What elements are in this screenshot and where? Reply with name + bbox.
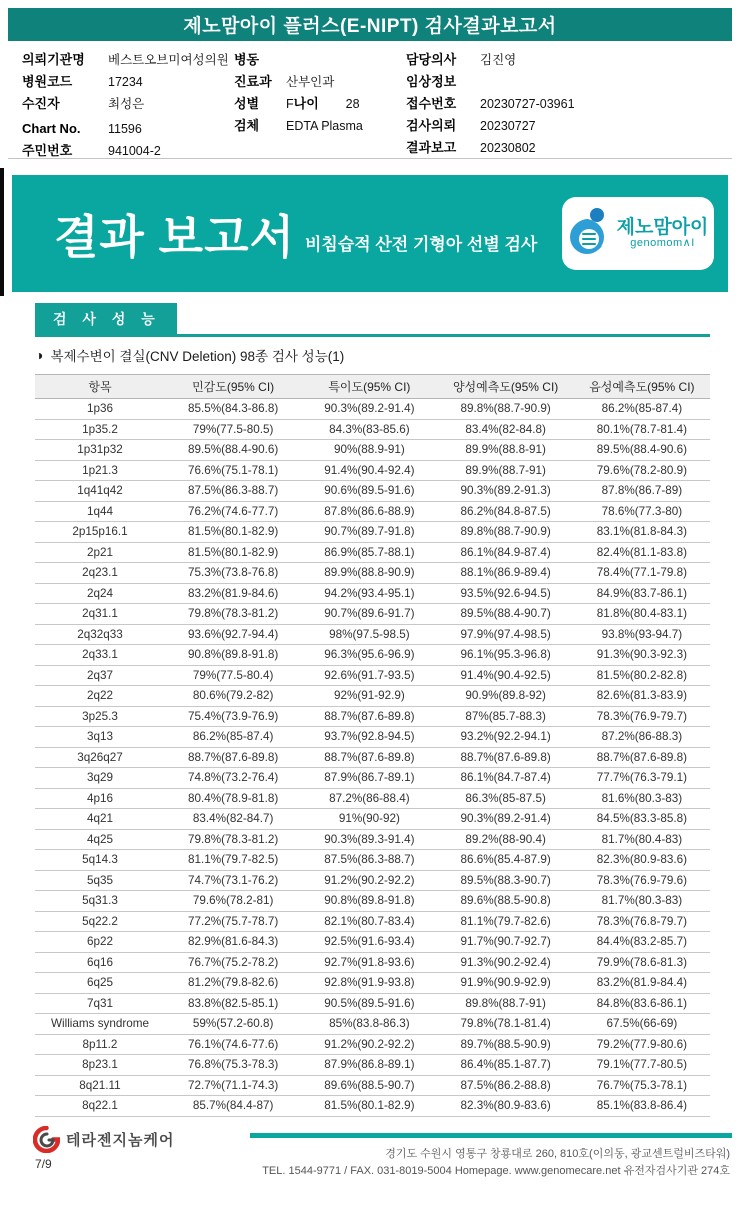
item-cell: 2p15p16.1 bbox=[35, 522, 165, 543]
value-cell: 81.2%(79.8-82.6) bbox=[165, 973, 301, 994]
field-label: 병원코드 bbox=[22, 74, 73, 89]
value-cell: 92%(91-92.9) bbox=[301, 686, 437, 707]
item-cell: 2q37 bbox=[35, 665, 165, 686]
item-cell: 4q25 bbox=[35, 829, 165, 850]
column-header: 양성예측도(95% CI) bbox=[438, 375, 574, 399]
value-cell: 81.1%(79.7-82.5) bbox=[165, 850, 301, 871]
footer-contact: TEL. 1544-9771 / FAX. 031-8019-5004 Homepage. www.genomecare.net 유전자검사기관 274호 bbox=[262, 1165, 730, 1177]
value-cell: 86.2%(84.8-87.5) bbox=[438, 501, 574, 522]
value-cell: 93.8%(93-94.7) bbox=[574, 624, 710, 645]
field-label: 의뢰기관명 bbox=[22, 52, 85, 67]
value-cell: 82.9%(81.6-84.3) bbox=[165, 932, 301, 953]
field-value: 20230802 bbox=[480, 141, 536, 155]
section-header-rule bbox=[35, 303, 710, 337]
value-cell: 76.7%(75.2-78.2) bbox=[165, 952, 301, 973]
value-cell: 87.5%(86.3-88.7) bbox=[301, 850, 437, 871]
value-cell: 85%(83.8-86.3) bbox=[301, 1014, 437, 1035]
value-cell: 79.8%(78.3-81.2) bbox=[165, 604, 301, 625]
value-cell: 83.8%(82.5-85.1) bbox=[165, 993, 301, 1014]
value-cell: 83.2%(81.9-84.4) bbox=[574, 973, 710, 994]
table-row bbox=[35, 952, 710, 973]
value-cell: 92.7%(91.8-93.6) bbox=[301, 952, 437, 973]
value-cell: 90.8%(89.8-91.8) bbox=[301, 891, 437, 912]
value-cell: 76.1%(74.6-77.6) bbox=[165, 1034, 301, 1055]
report-title-bar bbox=[8, 8, 732, 41]
value-cell: 89.8%(88.7-91) bbox=[438, 993, 574, 1014]
item-cell: 8q21.11 bbox=[35, 1075, 165, 1096]
item-cell: 1p31p32 bbox=[35, 440, 165, 461]
result-banner bbox=[12, 175, 728, 292]
field-value: 산부인과 bbox=[286, 75, 335, 89]
value-cell: 96.1%(95.3-96.8) bbox=[438, 645, 574, 666]
info-row bbox=[234, 71, 406, 93]
value-cell: 83.2%(81.9-84.6) bbox=[165, 583, 301, 604]
value-cell: 82.6%(81.3-83.9) bbox=[574, 686, 710, 707]
patient-info-col-right bbox=[406, 49, 728, 158]
footer-company-name: 테라젠지놈케어 bbox=[66, 1132, 175, 1149]
value-cell: 89.8%(88.7-90.9) bbox=[438, 522, 574, 543]
value-cell: 79.6%(78.2-80.9) bbox=[574, 460, 710, 481]
footer-address: 경기도 수원시 영통구 창룡대로 260, 810호(이의동, 광교센트럴비즈타워) bbox=[385, 1148, 730, 1160]
value-cell: 81.5%(80.1-82.9) bbox=[165, 542, 301, 563]
value-cell: 79.2%(77.9-80.6) bbox=[574, 1034, 710, 1055]
table-row bbox=[35, 1075, 710, 1096]
item-cell: 8p23.1 bbox=[35, 1055, 165, 1076]
patient-info-box bbox=[8, 41, 732, 159]
table-row bbox=[35, 440, 710, 461]
footer-address-block bbox=[262, 1146, 730, 1180]
table-row bbox=[35, 522, 710, 543]
value-cell: 88.7%(87.6-89.8) bbox=[438, 747, 574, 768]
value-cell: 98%(97.5-98.5) bbox=[301, 624, 437, 645]
value-cell: 81.5%(80.1-82.9) bbox=[301, 1096, 437, 1117]
table-row bbox=[35, 665, 710, 686]
value-cell: 86.2%(85-87.4) bbox=[165, 727, 301, 748]
value-cell: 91.4%(90.4-92.4) bbox=[301, 460, 437, 481]
theragen-logo bbox=[33, 1126, 174, 1153]
info-row bbox=[406, 71, 728, 93]
value-cell: 87.2%(86-88.3) bbox=[574, 727, 710, 748]
value-cell: 91.3%(90.2-92.4) bbox=[438, 952, 574, 973]
value-cell: 87.9%(86.8-89.1) bbox=[301, 1055, 437, 1076]
table-row bbox=[35, 419, 710, 440]
value-cell: 84.4%(83.2-85.7) bbox=[574, 932, 710, 953]
value-cell: 83.4%(82-84.8) bbox=[438, 419, 574, 440]
field-value: 김진영 bbox=[480, 53, 517, 67]
value-cell: 90.3%(89.2-91.3) bbox=[438, 481, 574, 502]
page-number: 7/9 bbox=[35, 1157, 52, 1171]
value-cell: 84.8%(83.6-86.1) bbox=[574, 993, 710, 1014]
value-cell: 88.7%(87.6-89.8) bbox=[301, 747, 437, 768]
value-cell: 79%(77.5-80.5) bbox=[165, 419, 301, 440]
genomom-logo bbox=[562, 197, 714, 270]
value-cell: 81.5%(80.2-82.8) bbox=[574, 665, 710, 686]
item-cell: 3p25.3 bbox=[35, 706, 165, 727]
value-cell: 90.6%(89.5-91.6) bbox=[301, 481, 437, 502]
value-cell: 90.9%(89.8-92) bbox=[438, 686, 574, 707]
value-cell: 87%(85.7-88.3) bbox=[438, 706, 574, 727]
table-row bbox=[35, 501, 710, 522]
patient-info-col-left bbox=[22, 49, 234, 158]
value-cell: 89.5%(88.4-90.7) bbox=[438, 604, 574, 625]
value-cell: 91.7%(90.7-92.7) bbox=[438, 932, 574, 953]
value-cell: 91.9%(90.9-92.9) bbox=[438, 973, 574, 994]
value-cell: 94.2%(93.4-95.1) bbox=[301, 583, 437, 604]
value-cell: 87.5%(86.2-88.8) bbox=[438, 1075, 574, 1096]
table-row bbox=[35, 850, 710, 871]
table-row bbox=[35, 481, 710, 502]
field-label: 담당의사 bbox=[406, 52, 457, 67]
value-cell: 93.2%(92.2-94.1) bbox=[438, 727, 574, 748]
genomom-logo-text bbox=[617, 218, 709, 249]
value-cell: 89.9%(88.8-91) bbox=[438, 440, 574, 461]
field-value: 최성은 bbox=[108, 97, 145, 111]
item-cell: Williams syndrome bbox=[35, 1014, 165, 1035]
page-edge-mark bbox=[0, 168, 4, 296]
value-cell: 78.3%(76.9-79.7) bbox=[574, 706, 710, 727]
value-cell: 85.1%(83.8-86.4) bbox=[574, 1096, 710, 1117]
value-cell: 89.5%(88.4-90.6) bbox=[165, 440, 301, 461]
table-row bbox=[35, 1096, 710, 1117]
field-label: 나이 bbox=[293, 96, 319, 111]
table-row bbox=[35, 829, 710, 850]
table-row bbox=[35, 809, 710, 830]
field-label: 병동 bbox=[234, 52, 260, 67]
field-label: 검체 bbox=[234, 118, 260, 133]
value-cell: 90.8%(89.8-91.8) bbox=[165, 645, 301, 666]
value-cell: 86.6%(85.4-87.9) bbox=[438, 850, 574, 871]
report-title: 제노맘아이 플러스(E-NIPT) 검사결과보고서 bbox=[183, 16, 557, 37]
field-label: Chart No. bbox=[22, 121, 81, 136]
table-row bbox=[35, 624, 710, 645]
item-cell: 8p11.2 bbox=[35, 1034, 165, 1055]
value-cell: 82.3%(80.9-83.6) bbox=[438, 1096, 574, 1117]
value-cell: 75.3%(73.8-76.8) bbox=[165, 563, 301, 584]
value-cell: 84.5%(83.3-85.8) bbox=[574, 809, 710, 830]
genomom-mother-icon bbox=[568, 207, 610, 261]
value-cell: 90.3%(89.2-91.4) bbox=[438, 809, 574, 830]
field-label: 성별 bbox=[234, 96, 260, 111]
item-cell: 3q29 bbox=[35, 768, 165, 789]
value-cell: 82.4%(81.1-83.8) bbox=[574, 542, 710, 563]
value-cell: 91.2%(90.2-92.2) bbox=[301, 870, 437, 891]
patient-info-col-middle bbox=[234, 49, 406, 158]
info-row bbox=[22, 93, 234, 115]
item-cell: 2q24 bbox=[35, 583, 165, 604]
value-cell: 81.7%(80.3-83) bbox=[574, 891, 710, 912]
value-cell: 82.3%(80.9-83.6) bbox=[574, 850, 710, 871]
value-cell: 75.4%(73.9-76.9) bbox=[165, 706, 301, 727]
value-cell: 92.6%(91.7-93.5) bbox=[301, 665, 437, 686]
field-label: 수진자 bbox=[22, 96, 60, 111]
value-cell: 90.7%(89.7-91.8) bbox=[301, 522, 437, 543]
value-cell: 76.6%(75.1-78.1) bbox=[165, 460, 301, 481]
item-cell: 3q13 bbox=[35, 727, 165, 748]
genomom-logo-sub: genomom∧I bbox=[630, 236, 695, 249]
table-row bbox=[35, 747, 710, 768]
value-cell: 59%(57.2-60.8) bbox=[165, 1014, 301, 1035]
value-cell: 67.5%(66-69) bbox=[574, 1014, 710, 1035]
section-tab-test-performance: 검 사 성 능 bbox=[35, 303, 177, 334]
value-cell: 78.6%(77.3-80) bbox=[574, 501, 710, 522]
value-cell: 74.7%(73.1-76.2) bbox=[165, 870, 301, 891]
item-cell: 4p16 bbox=[35, 788, 165, 809]
value-cell: 89.6%(88.5-90.8) bbox=[438, 891, 574, 912]
value-cell: 93.6%(92.7-94.4) bbox=[165, 624, 301, 645]
value-cell: 89.9%(88.7-91) bbox=[438, 460, 574, 481]
value-cell: 83.4%(82-84.7) bbox=[165, 809, 301, 830]
value-cell: 72.7%(71.1-74.3) bbox=[165, 1075, 301, 1096]
info-row bbox=[22, 140, 234, 162]
value-cell: 86.1%(84.9-87.4) bbox=[438, 542, 574, 563]
item-cell: 2q23.1 bbox=[35, 563, 165, 584]
value-cell: 96.3%(95.6-96.9) bbox=[301, 645, 437, 666]
field-value: 28 bbox=[345, 97, 360, 111]
table-row bbox=[35, 973, 710, 994]
value-cell: 89.7%(88.5-90.9) bbox=[438, 1034, 574, 1055]
item-cell: 3q26q27 bbox=[35, 747, 165, 768]
value-cell: 91.3%(90.3-92.3) bbox=[574, 645, 710, 666]
field-value: F bbox=[286, 97, 294, 111]
value-cell: 83.1%(81.8-84.3) bbox=[574, 522, 710, 543]
value-cell: 84.9%(83.7-86.1) bbox=[574, 583, 710, 604]
value-cell: 88.7%(87.6-89.8) bbox=[301, 706, 437, 727]
item-cell: 7q31 bbox=[35, 993, 165, 1014]
value-cell: 93.7%(92.8-94.5) bbox=[301, 727, 437, 748]
field-label: 결과보고 bbox=[406, 140, 457, 155]
field-value: 941004-2 bbox=[108, 144, 161, 158]
value-cell: 87.2%(86-88.4) bbox=[301, 788, 437, 809]
value-cell: 76.7%(75.3-78.1) bbox=[574, 1075, 710, 1096]
item-cell: 5q22.2 bbox=[35, 911, 165, 932]
value-cell: 80.4%(78.9-81.8) bbox=[165, 788, 301, 809]
column-header: 민감도(95% CI) bbox=[165, 375, 301, 399]
info-row bbox=[234, 49, 406, 71]
item-cell: 5q35 bbox=[35, 870, 165, 891]
table-row bbox=[35, 911, 710, 932]
value-cell: 90.7%(89.6-91.7) bbox=[301, 604, 437, 625]
table-row bbox=[35, 706, 710, 727]
value-cell: 86.2%(85-87.4) bbox=[574, 399, 710, 420]
item-cell: 2q33.1 bbox=[35, 645, 165, 666]
item-cell: 4q21 bbox=[35, 809, 165, 830]
info-row bbox=[406, 93, 728, 115]
field-value: 20230727-03961 bbox=[480, 97, 575, 111]
value-cell: 76.2%(74.6-77.7) bbox=[165, 501, 301, 522]
value-cell: 77.2%(75.7-78.7) bbox=[165, 911, 301, 932]
column-header: 특이도(95% CI) bbox=[301, 375, 437, 399]
value-cell: 86.3%(85-87.5) bbox=[438, 788, 574, 809]
value-cell: 79.8%(78.1-81.4) bbox=[438, 1014, 574, 1035]
value-cell: 87.8%(86.7-89) bbox=[574, 481, 710, 502]
table-row bbox=[35, 870, 710, 891]
item-cell: 2q31.1 bbox=[35, 604, 165, 625]
item-cell: 8q22.1 bbox=[35, 1096, 165, 1117]
info-row bbox=[22, 71, 234, 93]
table-row bbox=[35, 460, 710, 481]
info-row bbox=[406, 49, 728, 71]
value-cell: 76.8%(75.3-78.3) bbox=[165, 1055, 301, 1076]
value-cell: 87.5%(86.3-88.7) bbox=[165, 481, 301, 502]
value-cell: 93.5%(92.6-94.5) bbox=[438, 583, 574, 604]
column-header: 음성예측도(95% CI) bbox=[574, 375, 710, 399]
item-cell: 2p21 bbox=[35, 542, 165, 563]
info-row bbox=[22, 118, 234, 140]
banner-title: 결과 보고서 bbox=[54, 210, 295, 263]
item-cell: 1q44 bbox=[35, 501, 165, 522]
banner-subtitle: 비침습적 산전 기형아 선별 검사 bbox=[304, 235, 538, 254]
value-cell: 79.6%(78.2-81) bbox=[165, 891, 301, 912]
field-value: EDTA Plasma bbox=[286, 119, 363, 133]
value-cell: 79.1%(77.7-80.5) bbox=[574, 1055, 710, 1076]
table-row bbox=[35, 563, 710, 584]
value-cell: 97.9%(97.4-98.5) bbox=[438, 624, 574, 645]
value-cell: 88.7%(87.6-89.8) bbox=[574, 747, 710, 768]
table-row bbox=[35, 399, 710, 420]
theragen-g-icon bbox=[33, 1126, 60, 1153]
value-cell: 91.2%(90.2-92.2) bbox=[301, 1034, 437, 1055]
column-header: 항목 bbox=[35, 375, 165, 399]
performance-table bbox=[35, 374, 710, 1117]
value-cell: 81.8%(80.4-83.1) bbox=[574, 604, 710, 625]
field-label: 임상정보 bbox=[406, 74, 457, 89]
field-value: 베스트오브미여성의원 bbox=[108, 53, 229, 67]
info-row bbox=[234, 115, 406, 137]
table-caption bbox=[35, 345, 344, 365]
value-cell: 88.7%(87.6-89.8) bbox=[165, 747, 301, 768]
value-cell: 86.1%(84.7-87.4) bbox=[438, 768, 574, 789]
value-cell: 79%(77.5-80.4) bbox=[165, 665, 301, 686]
value-cell: 87.9%(86.7-89.1) bbox=[301, 768, 437, 789]
item-cell: 2q32q33 bbox=[35, 624, 165, 645]
value-cell: 86.9%(85.7-88.1) bbox=[301, 542, 437, 563]
field-value: 11596 bbox=[108, 122, 142, 136]
field-value: 17234 bbox=[108, 75, 143, 89]
value-cell: 80.1%(78.7-81.4) bbox=[574, 419, 710, 440]
value-cell: 91%(90-92) bbox=[301, 809, 437, 830]
item-cell: 1p36 bbox=[35, 399, 165, 420]
value-cell: 92.8%(91.9-93.8) bbox=[301, 973, 437, 994]
value-cell: 82.1%(80.7-83.4) bbox=[301, 911, 437, 932]
field-label: 검사의뢰 bbox=[406, 118, 457, 133]
value-cell: 89.2%(88-90.4) bbox=[438, 829, 574, 850]
value-cell: 91.4%(90.4-92.5) bbox=[438, 665, 574, 686]
table-row bbox=[35, 768, 710, 789]
field-label: 주민번호 bbox=[22, 143, 73, 158]
value-cell: 79.8%(78.3-81.2) bbox=[165, 829, 301, 850]
table-row bbox=[35, 604, 710, 625]
value-cell: 92.5%(91.6-93.4) bbox=[301, 932, 437, 953]
value-cell: 81.5%(80.1-82.9) bbox=[165, 522, 301, 543]
item-cell: 6q25 bbox=[35, 973, 165, 994]
table-row bbox=[35, 645, 710, 666]
item-cell: 2q22 bbox=[35, 686, 165, 707]
value-cell: 78.3%(76.9-79.6) bbox=[574, 870, 710, 891]
value-cell: 89.5%(88.4-90.6) bbox=[574, 440, 710, 461]
value-cell: 89.8%(88.7-90.9) bbox=[438, 399, 574, 420]
value-cell: 90.5%(89.5-91.6) bbox=[301, 993, 437, 1014]
value-cell: 88.1%(86.9-89.4) bbox=[438, 563, 574, 584]
field-value: 20230727 bbox=[480, 119, 536, 133]
table-row bbox=[35, 686, 710, 707]
table-row bbox=[35, 993, 710, 1014]
info-row bbox=[22, 49, 234, 71]
value-cell: 86.4%(85.1-87.7) bbox=[438, 1055, 574, 1076]
item-cell: 1q41q42 bbox=[35, 481, 165, 502]
field-label: 접수번호 bbox=[406, 96, 457, 111]
table-row bbox=[35, 1014, 710, 1035]
value-cell: 77.7%(76.3-79.1) bbox=[574, 768, 710, 789]
value-cell: 90.3%(89.3-91.4) bbox=[301, 829, 437, 850]
table-row bbox=[35, 542, 710, 563]
value-cell: 89.5%(88.3-90.7) bbox=[438, 870, 574, 891]
item-cell: 6q16 bbox=[35, 952, 165, 973]
table-row bbox=[35, 1034, 710, 1055]
value-cell: 85.7%(84.4-87) bbox=[165, 1096, 301, 1117]
performance-table-body bbox=[35, 399, 710, 1117]
item-cell: 5q14.3 bbox=[35, 850, 165, 871]
item-cell: 5q31.3 bbox=[35, 891, 165, 912]
value-cell: 90.3%(89.2-91.4) bbox=[301, 399, 437, 420]
item-cell: 6p22 bbox=[35, 932, 165, 953]
info-row bbox=[406, 137, 728, 159]
footer-divider bbox=[250, 1133, 732, 1138]
value-cell: 90%(88.9-91) bbox=[301, 440, 437, 461]
item-cell: 1p35.2 bbox=[35, 419, 165, 440]
value-cell: 79.9%(78.6-81.3) bbox=[574, 952, 710, 973]
field-label: 진료과 bbox=[234, 74, 272, 89]
table-row bbox=[35, 932, 710, 953]
table-row bbox=[35, 788, 710, 809]
table-row bbox=[35, 1055, 710, 1076]
value-cell: 84.3%(83-85.6) bbox=[301, 419, 437, 440]
value-cell: 81.1%(79.7-82.6) bbox=[438, 911, 574, 932]
value-cell: 78.4%(77.1-79.8) bbox=[574, 563, 710, 584]
value-cell: 80.6%(79.2-82) bbox=[165, 686, 301, 707]
info-row bbox=[406, 115, 728, 137]
table-row bbox=[35, 727, 710, 748]
value-cell: 89.6%(88.5-90.7) bbox=[301, 1075, 437, 1096]
value-cell: 81.6%(80.3-83) bbox=[574, 788, 710, 809]
table-row bbox=[35, 891, 710, 912]
value-cell: 89.9%(88.8-90.9) bbox=[301, 563, 437, 584]
table-header-row bbox=[35, 375, 710, 399]
info-row bbox=[234, 93, 406, 115]
item-cell: 1p21.3 bbox=[35, 460, 165, 481]
value-cell: 74.8%(73.2-76.4) bbox=[165, 768, 301, 789]
half-circle-bullet-icon: ◑ bbox=[35, 347, 44, 363]
value-cell: 81.7%(80.4-83) bbox=[574, 829, 710, 850]
table-row bbox=[35, 583, 710, 604]
value-cell: 85.5%(84.3-86.8) bbox=[165, 399, 301, 420]
table-caption-text: 복제수변이 결실(CNV Deletion) 98종 검사 성능(1) bbox=[50, 349, 345, 364]
value-cell: 87.8%(86.6-88.9) bbox=[301, 501, 437, 522]
value-cell: 78.3%(76.8-79.7) bbox=[574, 911, 710, 932]
genomom-logo-name: 제노맘아이 bbox=[616, 216, 709, 238]
